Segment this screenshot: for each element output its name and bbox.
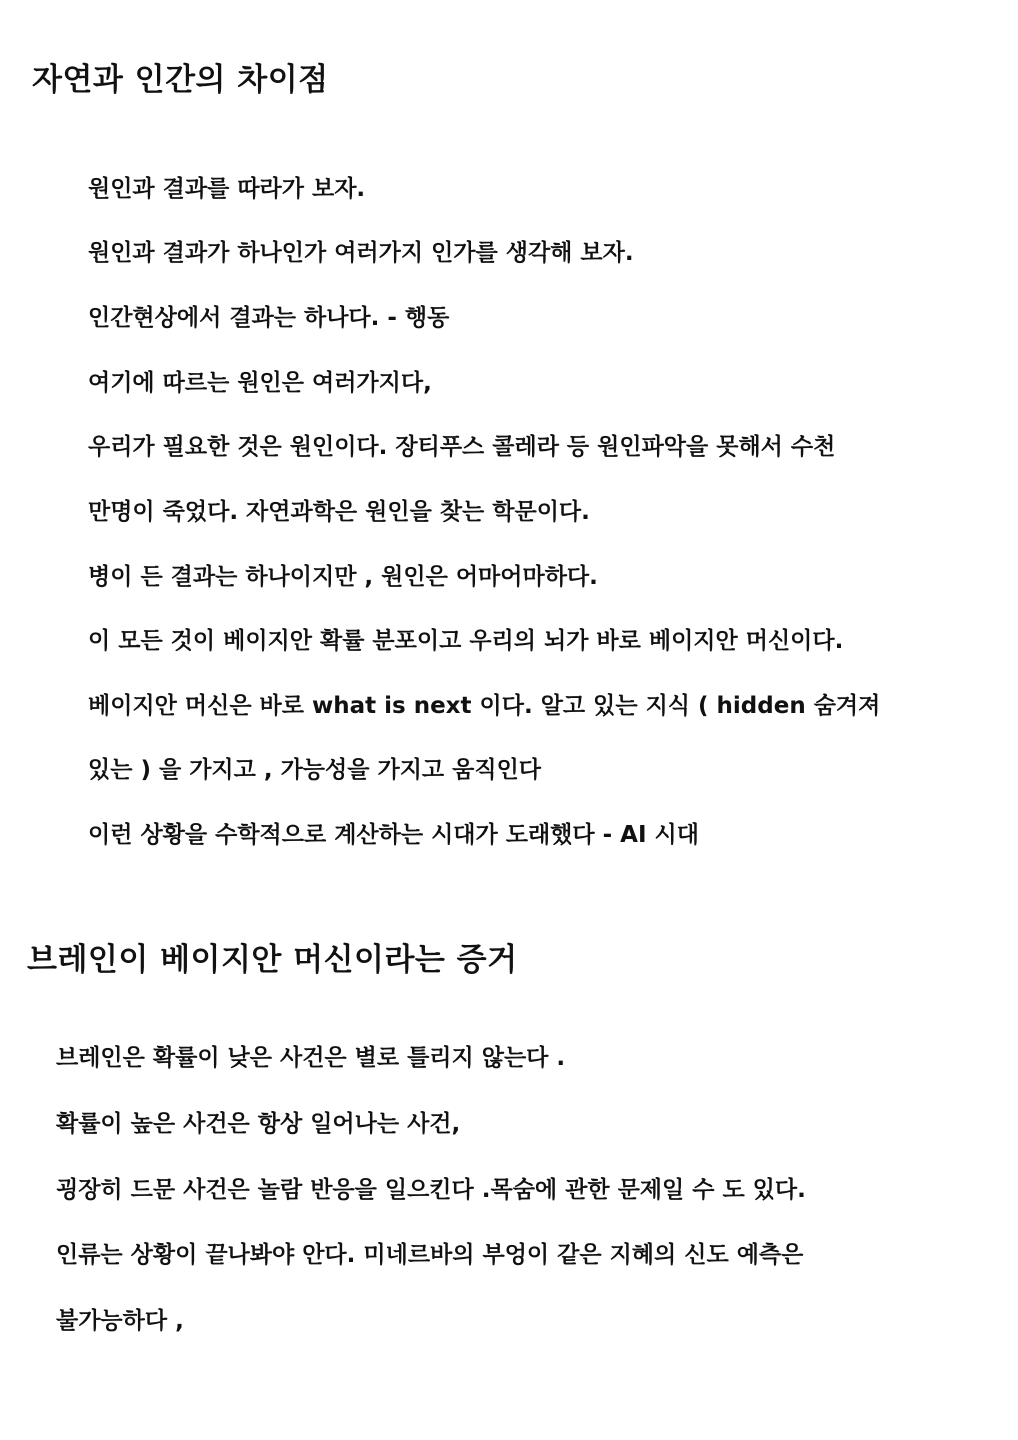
section-1-line: 만명이 죽었다. 자연과학은 원인을 찾는 학문이다. bbox=[88, 499, 590, 525]
section-1-line: 원인과 결과를 따라가 보자. bbox=[88, 176, 366, 202]
section-1-line: 원인과 결과가 하나인가 여러가지 인가를 생각해 보자. bbox=[88, 240, 634, 266]
section-1-line: 이 모든 것이 베이지안 확률 분포이고 우리의 뇌가 바로 베이지안 머신이다. bbox=[88, 628, 844, 654]
section-1-line: 우리가 필요한 것은 원인이다. 장티푸스 콜레라 등 원인파악을 못해서 수천 bbox=[88, 434, 836, 460]
section-1-line: 인간현상에서 결과는 하나다. - 행동 bbox=[88, 305, 450, 331]
section-2-line: 굉장히 드문 사건은 놀람 반응을 일으킨다 .목숨에 관한 문제일 수 도 있다. bbox=[56, 1177, 806, 1203]
section-1-line: 여기에 따르는 원인은 여러가지다, bbox=[88, 370, 432, 396]
section-1-line: 이런 상황을 수학적으로 계산하는 시대가 도래했다 - AI 시대 bbox=[88, 822, 699, 848]
section-1-line: 베이지안 머신은 바로 what is next 이다. 알고 있는 지식 ( hidden 숨겨져 bbox=[88, 693, 881, 719]
section-2-line: 확률이 높은 사건은 항상 일어나는 사건, bbox=[56, 1111, 461, 1137]
section-2-line: 불가능하다 , bbox=[56, 1308, 184, 1334]
section-2-line: 인류는 상황이 끝나봐야 안다. 미네르바의 부엉이 같은 지혜의 신도 예측은 bbox=[56, 1242, 804, 1268]
section-1-line: 병이 든 결과는 하나이지만 , 원인은 어마어마하다. bbox=[88, 564, 598, 590]
section-2-line: 브레인은 확률이 낮은 사건은 별로 틀리지 않는다 . bbox=[56, 1045, 566, 1071]
section-1-line: 있는 ) 을 가지고 , 가능성을 가지고 움직인다 bbox=[88, 757, 542, 783]
section-1-title: 자연과 인간의 차이점 bbox=[32, 62, 329, 98]
section-2-title: 브레인이 베이지안 머신이라는 증거 bbox=[27, 942, 518, 978]
